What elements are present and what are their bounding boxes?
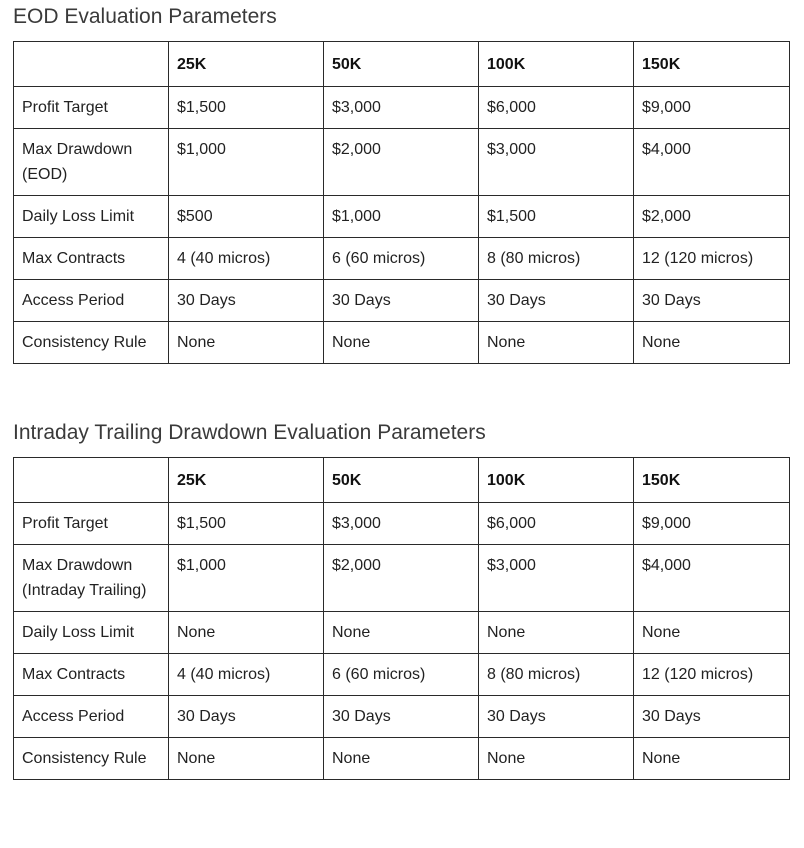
table-cell: None	[169, 738, 324, 780]
table-cell: $500	[169, 196, 324, 238]
table-cell: None	[324, 738, 479, 780]
table-row-daily-loss-limit	[14, 612, 790, 654]
row-label: Daily Loss Limit	[14, 612, 169, 654]
table-cell: $4,000	[634, 545, 790, 612]
table-cell: $3,000	[479, 129, 634, 196]
table-cell: None	[479, 738, 634, 780]
table-cell: 12 (120 micros)	[634, 654, 790, 696]
row-label: Access Period	[14, 696, 169, 738]
table-row-daily-loss-limit	[14, 196, 790, 238]
table-cell: 30 Days	[479, 696, 634, 738]
table-row-access-period	[14, 280, 790, 322]
table-cell: 4 (40 micros)	[169, 238, 324, 280]
row-label: Max Drawdown (Intraday Trailing)	[14, 545, 169, 612]
table-cell: None	[169, 322, 324, 364]
table-cell: 30 Days	[169, 696, 324, 738]
row-label: Profit Target	[14, 87, 169, 129]
table-cell: 6 (60 micros)	[324, 238, 479, 280]
table-row-max-drawdown	[14, 129, 790, 196]
table-header-row	[14, 458, 790, 503]
row-label: Consistency Rule	[14, 738, 169, 780]
table-row-profit-target	[14, 87, 790, 129]
header-cell-100k: 100K	[479, 458, 634, 503]
table-cell: $2,000	[324, 545, 479, 612]
table-cell: None	[634, 738, 790, 780]
intraday-section-title: Intraday Trailing Drawdown Evaluation Parameters	[13, 421, 486, 444]
table-row-max-contracts	[14, 238, 790, 280]
table-cell: $2,000	[634, 196, 790, 238]
table-cell: $2,000	[324, 129, 479, 196]
table-cell: $9,000	[634, 503, 790, 545]
eod-section-title: EOD Evaluation Parameters	[13, 5, 277, 28]
table-cell: 6 (60 micros)	[324, 654, 479, 696]
table-row-max-contracts	[14, 654, 790, 696]
table-row-access-period	[14, 696, 790, 738]
header-cell-50k: 50K	[324, 458, 479, 503]
header-cell-150k: 150K	[634, 42, 790, 87]
table-cell: $6,000	[479, 503, 634, 545]
table-cell: $1,000	[169, 545, 324, 612]
table-cell: $6,000	[479, 87, 634, 129]
row-label: Profit Target	[14, 503, 169, 545]
table-cell: $3,000	[324, 87, 479, 129]
row-label: Access Period	[14, 280, 169, 322]
table-cell: None	[169, 612, 324, 654]
header-cell-empty	[14, 458, 169, 503]
row-label: Max Drawdown (EOD)	[14, 129, 169, 196]
row-label: Daily Loss Limit	[14, 196, 169, 238]
table-cell: 30 Days	[634, 280, 790, 322]
table-row-max-drawdown	[14, 545, 790, 612]
table-cell: None	[324, 612, 479, 654]
table-cell: $9,000	[634, 87, 790, 129]
table-cell: None	[634, 322, 790, 364]
table-row-consistency-rule	[14, 738, 790, 780]
row-label: Max Contracts	[14, 238, 169, 280]
table-cell: 30 Days	[169, 280, 324, 322]
table-cell: 30 Days	[634, 696, 790, 738]
table-cell: 30 Days	[479, 280, 634, 322]
header-cell-150k: 150K	[634, 458, 790, 503]
table-header-row	[14, 42, 790, 87]
eod-parameters-table	[13, 41, 790, 364]
table-cell: $1,500	[479, 196, 634, 238]
table-cell: 30 Days	[324, 280, 479, 322]
table-row-profit-target	[14, 503, 790, 545]
row-label: Max Contracts	[14, 654, 169, 696]
header-cell-25k: 25K	[169, 42, 324, 87]
table-cell: $1,500	[169, 87, 324, 129]
table-cell: 12 (120 micros)	[634, 238, 790, 280]
header-cell-empty	[14, 42, 169, 87]
table-cell: 30 Days	[324, 696, 479, 738]
header-cell-100k: 100K	[479, 42, 634, 87]
table-cell: $1,000	[324, 196, 479, 238]
table-cell: 8 (80 micros)	[479, 654, 634, 696]
table-cell: None	[634, 612, 790, 654]
table-cell: $3,000	[324, 503, 479, 545]
table-cell: $1,500	[169, 503, 324, 545]
intraday-parameters-table	[13, 457, 790, 780]
table-cell: None	[479, 612, 634, 654]
table-cell: 8 (80 micros)	[479, 238, 634, 280]
table-cell: $4,000	[634, 129, 790, 196]
table-row-consistency-rule	[14, 322, 790, 364]
header-cell-25k: 25K	[169, 458, 324, 503]
row-label: Consistency Rule	[14, 322, 169, 364]
table-cell: $3,000	[479, 545, 634, 612]
table-cell: $1,000	[169, 129, 324, 196]
table-cell: None	[324, 322, 479, 364]
table-cell: None	[479, 322, 634, 364]
header-cell-50k: 50K	[324, 42, 479, 87]
table-cell: 4 (40 micros)	[169, 654, 324, 696]
